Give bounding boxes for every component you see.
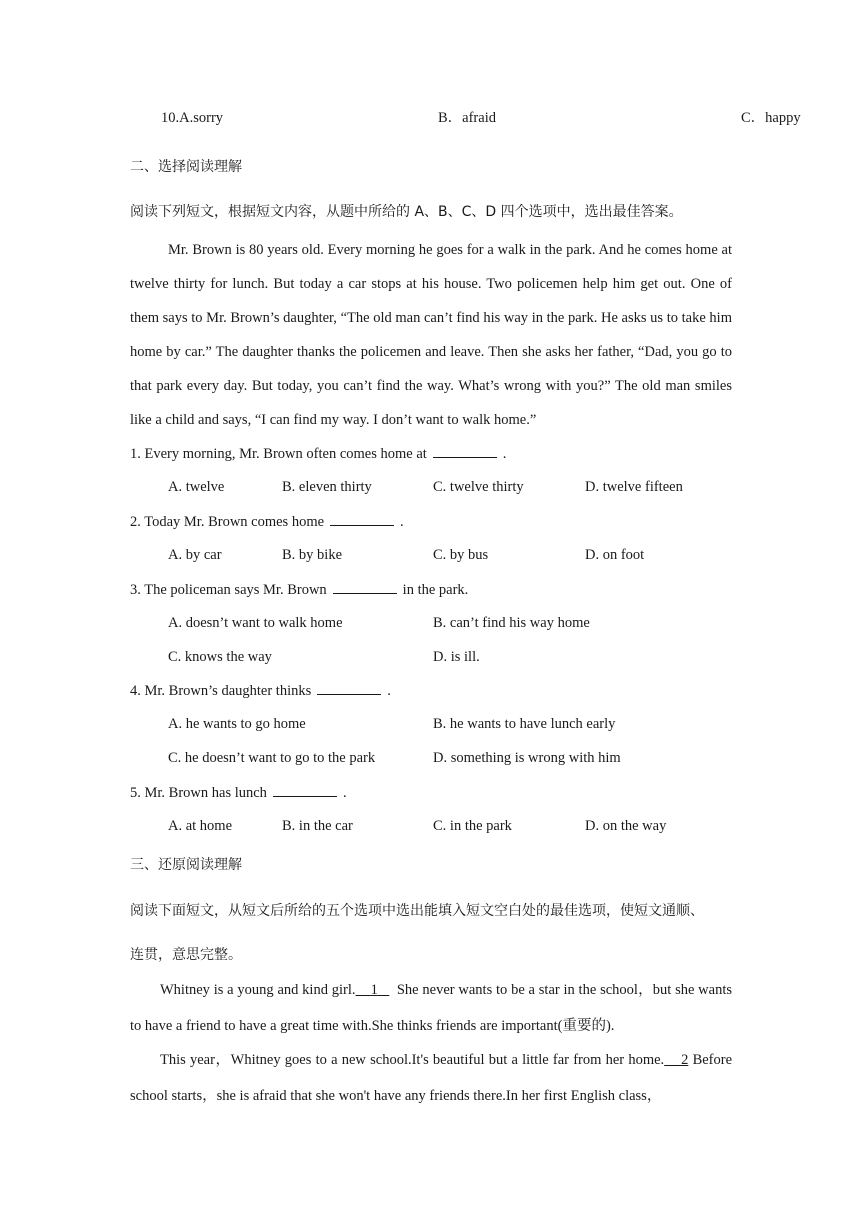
section3-paragraph-2: [130, 1042, 732, 1114]
q10-option-a: 10.A.sorry: [161, 110, 224, 126]
question-1-text: 1. Every morning, Mr. Brown often comes home at: [130, 446, 427, 462]
question-1-stem: [130, 443, 506, 464]
question-5-option-b: B. in the car: [282, 818, 353, 834]
question-4-tail: .: [387, 683, 391, 699]
paragraph-1-text-a: Whitney is a young and kind girl.: [160, 982, 356, 998]
question-2-tail: .: [400, 514, 404, 530]
answer-blank: [433, 443, 497, 458]
paragraph-2-text-a: This year，Whitney goes to a new school.It's beautiful but a little far from her home.: [160, 1052, 665, 1068]
question-1-tail: .: [502, 446, 507, 462]
section2-instruction: 阅读下列短文，根据短文内容，从题中所给的 A、B、C、D 四个选项中，选出最佳答案。: [130, 204, 683, 220]
paragraph-1-text-b: She never wants to be a star in the school，but she wants to have a friend to have a great time with.She thinks friends are important(重要的).: [130, 982, 733, 1034]
question-5-option-a: A. at home: [168, 818, 233, 834]
question-5-option-c: C. in the park: [433, 818, 512, 834]
question-5-tail: .: [342, 785, 347, 801]
question-2-option-b: B. by bike: [282, 547, 343, 563]
section3-instruction-line1: 阅读下面短文，从短文后所给的五个选项中选出能填入短文空白处的最佳选项，使短文通顺、: [130, 903, 704, 919]
question-3-option-d: D. is ill.: [433, 649, 480, 665]
question-2-option-a: A. by car: [168, 547, 222, 563]
question-3-text: 3. The policeman says Mr. Brown: [130, 582, 327, 598]
paragraph-2-text-b: Before school starts，she is afraid that she won't have any friends there.In her first English class，: [130, 1052, 733, 1104]
question-3-option-a: A. doesn’t want to walk home: [168, 615, 343, 631]
section3-heading: 三、还原阅读理解: [130, 857, 242, 873]
question-4-option-b: B. he wants to have lunch early: [433, 716, 616, 732]
question-3-tail: in the park.: [402, 582, 469, 598]
question-4-option-c: C. he doesn’t want to go to the park: [168, 750, 376, 766]
question-3-option-b: B. can’t find his way home: [433, 615, 590, 631]
q10-option-b: B．afraid: [438, 110, 496, 126]
question-2-option-d: D. on foot: [585, 547, 645, 563]
q10-option-c: C．happy: [741, 110, 801, 126]
question-1-option-b: B. eleven thirty: [282, 479, 372, 495]
answer-blank: [330, 511, 394, 526]
question-1-option-d: D. twelve fifteen: [585, 479, 683, 495]
answer-blank: [333, 579, 397, 594]
question-5-option-d: D. on the way: [585, 818, 667, 834]
question-3-stem: [130, 579, 468, 600]
question-5-stem: [130, 782, 347, 803]
question-3-option-c: C. knows the way: [168, 649, 272, 665]
passage-blank-2: [664, 1052, 688, 1068]
question-1-option-a: A. twelve: [168, 479, 225, 495]
question-4-option-a: A. he wants to go home: [168, 716, 306, 732]
section3-paragraph-1: [130, 972, 732, 1044]
question-2-option-c: C. by bus: [433, 547, 489, 563]
question-2-stem: [130, 511, 404, 532]
section2-passage: Mr. Brown is 80 years old. Every morning he goes for a walk in the park. And he comes home at twelve thirty for lunch. But today a car stops at his house. Two policemen help him get out. One of them says to Mr. Brown’s daughter, “The old man can’t find his way in the park. He asks us to take him home by car.” The daughter thanks the policemen and leave. Then she asks her father, “Dad, you go to that park every day. But today, you can’t find the way. What’s wrong with you?” The old man smiles like a child and says, “I can find my way. I don’t want to walk home.”: [130, 242, 732, 428]
section2-heading: 二、选择阅读理解: [130, 159, 242, 175]
blank-2-number: 2: [681, 1052, 689, 1068]
answer-blank: [273, 782, 337, 797]
passage-blank-1: [356, 982, 390, 998]
blank-1-number: 1: [370, 982, 378, 998]
question-4-stem: [130, 680, 391, 701]
question-4-text: 4. Mr. Brown’s daughter thinks: [130, 683, 312, 699]
answer-blank: [317, 680, 381, 695]
question-2-text: 2. Today Mr. Brown comes home: [130, 514, 325, 530]
section3-instruction-line2: 连贯，意思完整。: [130, 947, 242, 963]
question-1-option-c: C. twelve thirty: [433, 479, 524, 495]
question-5-text: 5. Mr. Brown has lunch: [130, 785, 267, 801]
question-4-option-d: D. something is wrong with him: [433, 750, 621, 766]
